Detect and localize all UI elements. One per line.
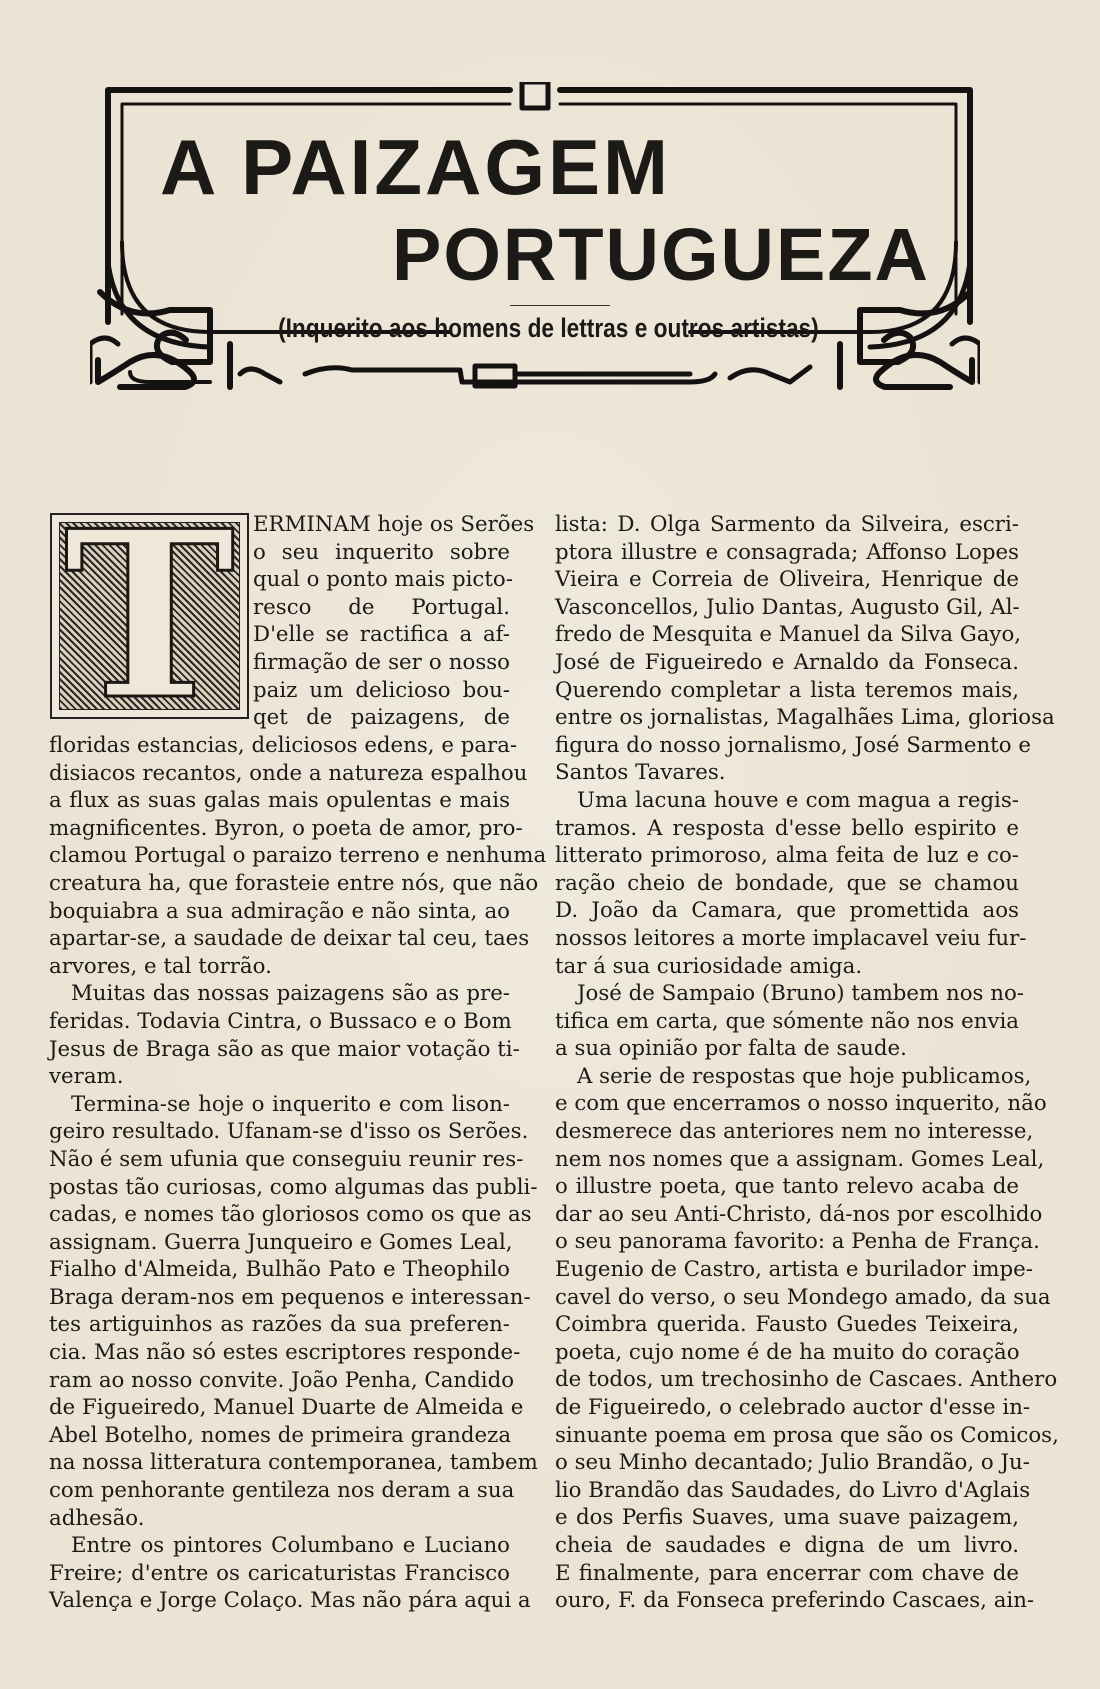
- text-line: D'elle se ractifica a af-: [253, 622, 510, 648]
- text-line: lista: D. Olga Sarmento da Silveira, escri-: [555, 512, 1019, 537]
- text-line: tar á sua curiosidade amiga.: [555, 953, 863, 979]
- text-line: José de Sampaio (Bruno) tambem nos no-: [577, 981, 1024, 1007]
- text-line: magnificentes. Byron, o poeta de amor, pro-: [49, 815, 523, 841]
- title-line-1: A PAIZAGEM: [160, 123, 671, 211]
- text-line: Coimbra querida. Fausto Guedes Teixeira,: [555, 1312, 1019, 1338]
- text-line: apartar-se, a saudade de deixar tal ceu, taes: [49, 926, 530, 952]
- drop-cap-letter: T: [63, 481, 236, 751]
- text-line: ração cheio de bondade, que se chamou: [555, 870, 1019, 896]
- text-line: Braga deram-nos em pequenos e interessan-: [49, 1284, 531, 1310]
- text-line: cavel do verso, o seu Mondego amado, da sua: [555, 1284, 1051, 1310]
- drop-cap-ornament: [50, 481, 249, 751]
- text-line: sinuante poema em prosa que são os Comicos,: [555, 1422, 1059, 1448]
- text-line: Entre os pintores Columbano e Luciano: [71, 1533, 510, 1559]
- text-line: firmação de ser o nosso: [253, 649, 510, 675]
- text-line: na nossa litteratura contemporanea, tambem: [49, 1450, 538, 1476]
- text-line: Eugenio de Castro, artista e burilador impe-: [555, 1257, 1033, 1283]
- text-line: de Figueiredo, o celebrado auctor d'esse in-: [555, 1395, 1031, 1420]
- text-line: E finalmente, para encerrar com chave de: [555, 1560, 1019, 1586]
- text-line: veram.: [49, 1064, 124, 1090]
- text-line: Santos Tavares.: [555, 760, 726, 786]
- text-line: ouro, F. da Fonseca preferindo Cascaes, ain-: [555, 1588, 1035, 1614]
- text-line: Não é sem ufunia que conseguiu reunir res-: [49, 1146, 524, 1172]
- text-line: Abel Botelho, nomes de primeira grandeza: [49, 1422, 512, 1448]
- text-line: Termina-se hoje o inquerito e com lison-: [71, 1091, 510, 1117]
- text-line: Fialho d'Almeida, Bulhão Pato e Theophilo: [49, 1257, 510, 1283]
- text-line: ram ao nosso convite. João Penha, Candido: [49, 1367, 515, 1393]
- text-line: litterato primoroso, alma feita de luz e co-: [555, 843, 1019, 869]
- text-line: desmerece das anteriores nem no interesse,: [555, 1119, 1034, 1145]
- text-line: tramos. A resposta d'esse bello espirito e: [555, 815, 1019, 841]
- text-line: cheia de saudades e digna de um livro.: [555, 1532, 1019, 1558]
- text-line: ptora illustre e consagrada; Affonso Lopes: [555, 539, 1019, 565]
- text-line: o seu inquerito sobre: [253, 539, 510, 565]
- text-line: creatura ha, que forasteie entre nós, que não: [49, 870, 539, 896]
- text-line: Querendo completar a lista teremos mais,: [555, 677, 1019, 703]
- text-line: resco de Portugal.: [253, 594, 510, 620]
- text-line: figura do nosso jornalismo, José Sarmento e: [555, 732, 1031, 758]
- text-line: e com que encerramos o nosso inquerito, não: [555, 1091, 1047, 1117]
- text-line: de Figueiredo, Manuel Duarte de Almeida e: [49, 1395, 524, 1421]
- text-line: Freire; d'entre os caricaturistas Francisco: [49, 1560, 510, 1586]
- right-column: [555, 511, 1059, 1615]
- text-line: assignam. Guerra Junqueiro e Gomes Leal,: [49, 1229, 513, 1255]
- text-line: a flux as suas galas mais opulentas e mais: [49, 788, 510, 814]
- text-line: clamou Portugal o paraizo terreno e nenhuma: [49, 843, 547, 869]
- text-line: paiz um delicioso bou-: [253, 677, 510, 703]
- left-column: [49, 732, 547, 1615]
- text-line: Jesus de Braga são as que maior votação ti-: [49, 1036, 520, 1062]
- text-line: Uma lacuna houve e com magua a regis-: [577, 787, 1019, 813]
- text-line: fredo de Mesquita e Manuel da Silva Gayo,: [555, 622, 1022, 648]
- text-line: geiro resultado. Ufanam-se d'isso os Serões.: [49, 1119, 529, 1145]
- text-line: qual o ponto mais picto-: [253, 567, 513, 593]
- left-column-intro: [253, 511, 535, 732]
- text-line: D. João da Camara, que promettida aos: [555, 898, 1019, 924]
- text-line: lio Brandão das Saudades, do Livro d'Aglais: [555, 1477, 1031, 1503]
- text-line: qet de paizagens, de: [253, 705, 510, 731]
- text-line: dar ao seu Anti-Christo, dá-nos por escolhido: [555, 1201, 1043, 1227]
- text-line: Vasconcellos, Julio Dantas, Augusto Gil, Al-: [555, 594, 1020, 620]
- text-line: ERMINAM hoje os Serões: [253, 512, 535, 537]
- text-line: com penhorante gentileza nos deram a sua: [49, 1478, 515, 1504]
- title-divider: [510, 305, 610, 306]
- text-line: tes artiguinhos as razões da sua preferen-: [49, 1312, 510, 1338]
- text-line: Muitas das nossas paizagens são as pre-: [71, 981, 510, 1007]
- text-line: adhesão.: [49, 1505, 145, 1531]
- text-line: feridas. Todavia Cintra, o Bussaco e o Bom: [49, 1008, 512, 1034]
- text-line: cadas, e nomes tão gloriosos como os que as: [49, 1202, 532, 1228]
- text-line: entre os jornalistas, Magalhães Lima, gloriosa: [555, 705, 1055, 731]
- text-line: arvores, e tal torrão.: [49, 953, 272, 979]
- text-line: José de Figueiredo e Arnaldo da Fonseca.: [555, 649, 1019, 675]
- text-line: o seu Minho decantado; Julio Brandão, o Ju-: [555, 1450, 1030, 1476]
- title-line-2: PORTUGUEZA: [392, 213, 930, 296]
- text-line: poeta, cujo nome é de ha muito do coração: [555, 1339, 1020, 1365]
- text-line: a sua opinião por falta de saude.: [555, 1036, 907, 1062]
- text-line: boquiabra a sua admiração e não sinta, ao: [49, 898, 510, 924]
- text-line: tifica em carta, que sómente não nos envia: [555, 1008, 1019, 1034]
- text-line: cia. Mas não só estes escriptores responde-: [49, 1340, 521, 1366]
- subtitle: (Inquerito aos homens de lettras e outros artistas): [278, 313, 819, 343]
- text-line: disiacos recantos, onde a natureza espalhou: [49, 760, 528, 786]
- text-line: A serie de respostas que hoje publicamos,: [577, 1063, 1032, 1089]
- text-line: o seu panorama favorito: a Penha de França.: [555, 1229, 1040, 1255]
- text-line: e dos Perfis Suaves, uma suave paizagem,: [555, 1505, 1019, 1531]
- text-line: nossos leitores a morte implacavel veiu fur-: [555, 925, 1027, 951]
- text-line: floridas estancias, deliciosos edens, e para-: [49, 733, 518, 758]
- text-line: o illustre poeta, que tanto relevo acaba de: [555, 1174, 1019, 1200]
- text-line: Vieira e Correia de Oliveira, Henrique de: [555, 567, 1019, 593]
- text-line: de todos, um trechosinho de Cascaes. Anthero: [555, 1367, 1058, 1393]
- text-line: Valença e Jorge Colaço. Mas não pára aqui a: [49, 1588, 531, 1614]
- text-line: nem nos nomes que a assignam. Gomes Leal,: [555, 1146, 1045, 1172]
- text-line: postas tão curiosas, como algumas das publi-: [49, 1174, 538, 1200]
